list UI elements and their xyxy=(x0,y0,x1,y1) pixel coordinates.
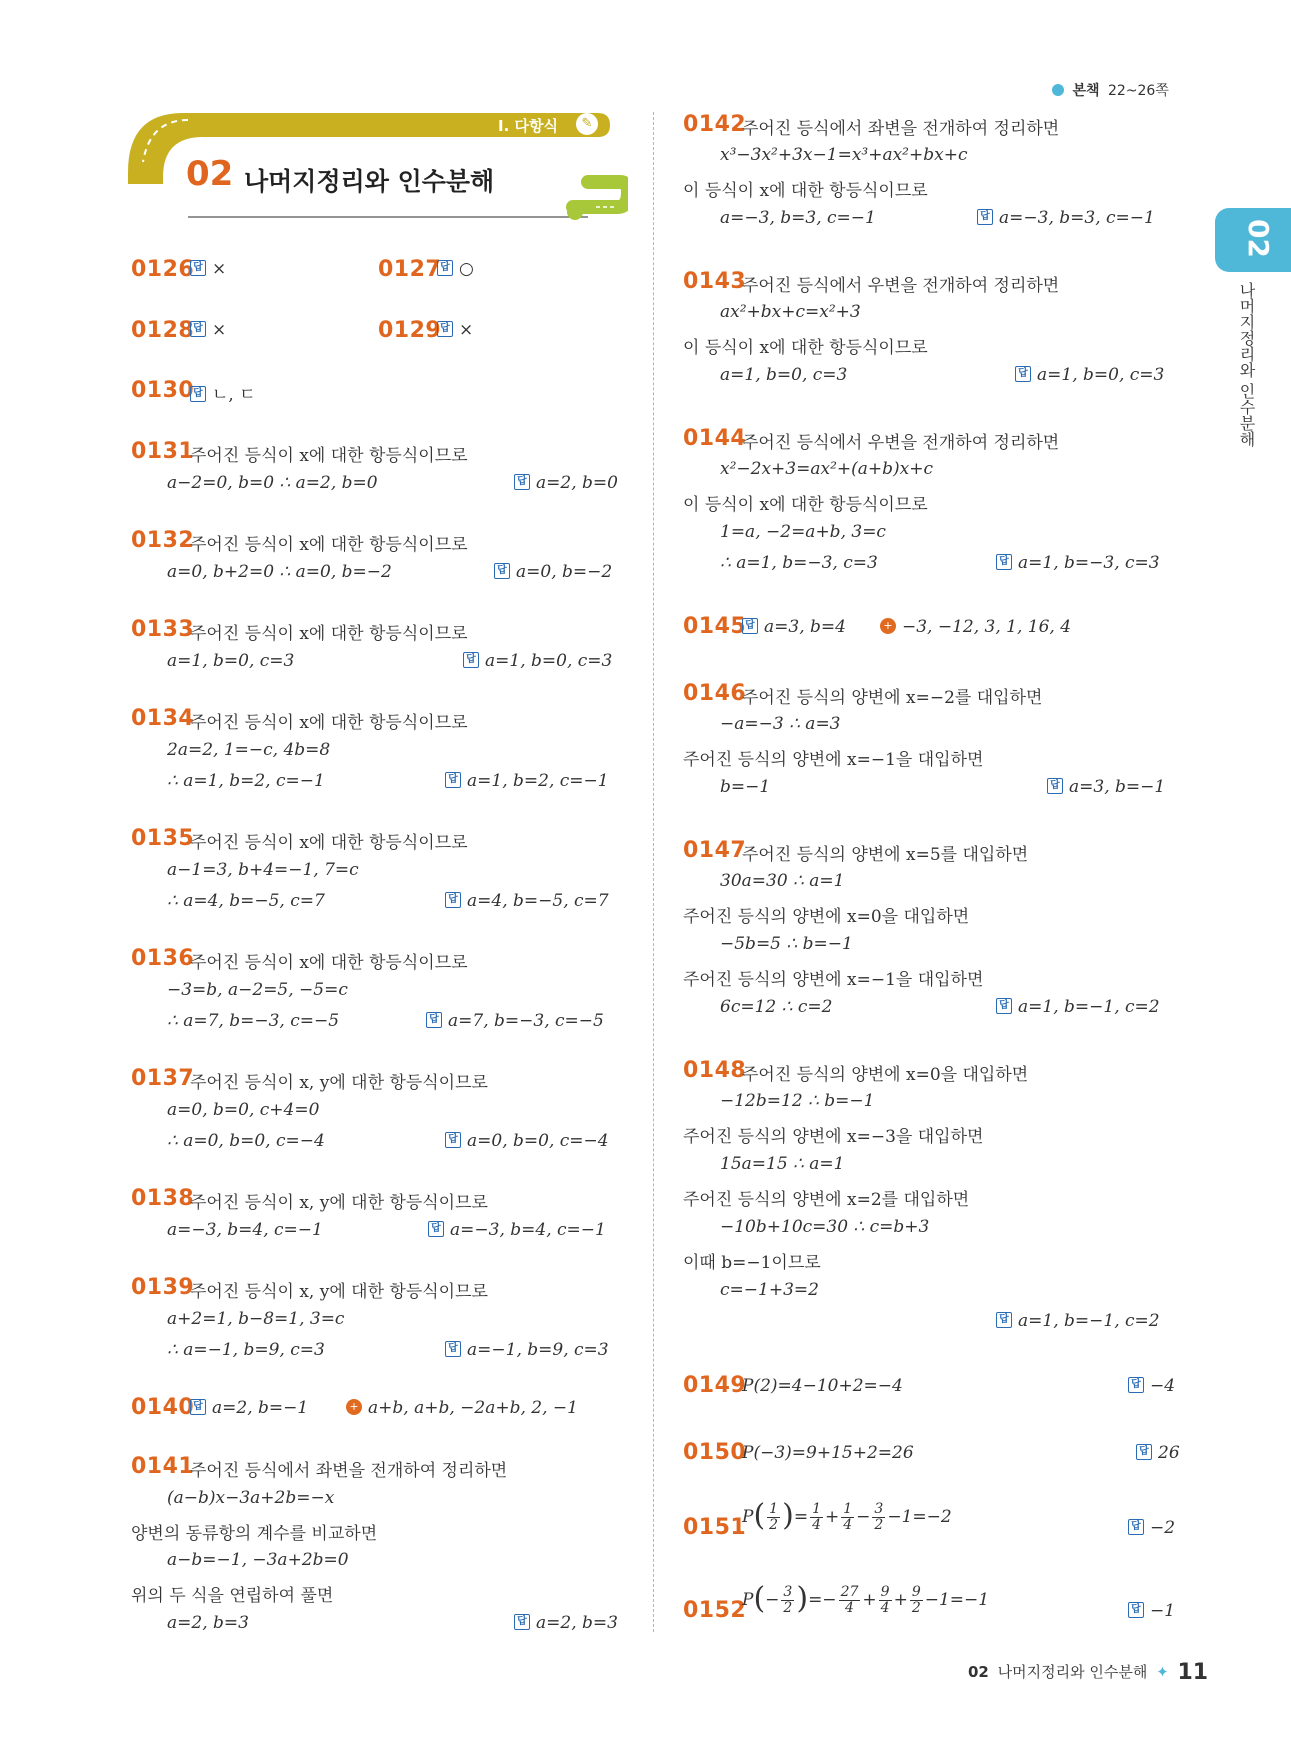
solution-text: 주어진 등식이 x에 대한 항등식이므로 xyxy=(190,713,468,733)
answer-value: ○ xyxy=(459,259,474,279)
answer-icon: 답 xyxy=(428,1221,444,1237)
solution-text: 위의 두 식을 연립하여 풀면 xyxy=(131,1586,334,1606)
problem-number: 0146 xyxy=(683,681,747,706)
answer-icon: 답 xyxy=(1128,1377,1144,1393)
problem-number: 0145 xyxy=(683,614,747,639)
problem-number: 0133 xyxy=(131,617,195,642)
problem-number: 0140 xyxy=(131,1395,195,1420)
solution-text: 이때 b=−1이므로 xyxy=(683,1253,821,1273)
answer-icon: 답 xyxy=(445,892,461,908)
unit-label: Ⅰ. 다항식 xyxy=(498,117,558,135)
problem-number: 0130 xyxy=(131,378,195,403)
answer-value: a=3, b=−1 xyxy=(1069,777,1166,797)
answer-value: a=0, b=−2 xyxy=(516,562,613,582)
solution-math: a=1, b=0, c=3 xyxy=(167,651,295,671)
problem-number: 0147 xyxy=(683,838,747,863)
answer xyxy=(445,771,609,791)
hint-icon: + xyxy=(880,618,896,634)
answer-icon: 답 xyxy=(977,209,993,225)
chapter-title: 나머지정리와 인수분해 xyxy=(244,167,495,196)
answer-value: ㄴ, ㄷ xyxy=(212,385,256,405)
answer xyxy=(1128,1518,1175,1538)
solution-math: P(2)=4−10+2=−4 xyxy=(742,1376,903,1396)
answer xyxy=(1015,365,1164,385)
solution-text: 주어진 등식의 양변에 x=0을 대입하면 xyxy=(683,907,970,927)
solution-math: ax²+bx+c=x²+3 xyxy=(720,302,861,322)
problem-number: 0151 xyxy=(683,1515,747,1540)
hint-value: −3, −12, 3, 1, 16, 4 xyxy=(902,617,1072,637)
answer-value: a=1, b=−1, c=2 xyxy=(1018,1311,1160,1331)
problem-number: 0141 xyxy=(131,1454,195,1479)
answer xyxy=(996,997,1160,1017)
answer-value: a=7, b=−3, c=−5 xyxy=(448,1011,604,1031)
answer xyxy=(190,320,226,340)
answer-icon: 답 xyxy=(494,563,510,579)
answer-icon: 답 xyxy=(1128,1519,1144,1535)
solution-math: P(− $\frac{3}{2}$ )=− $\frac{27}{4}$ + $\frac{9}{4}$ + $\frac{9}{2}$ −1=−1 xyxy=(742,1581,990,1616)
problem-number: 0143 xyxy=(683,269,747,294)
answer xyxy=(428,1220,606,1240)
chapter-side-tab xyxy=(1215,208,1291,272)
solution-math: a−1=3, b+4=−1, 7=c xyxy=(167,860,359,880)
answer xyxy=(742,617,846,637)
answer-icon: 답 xyxy=(1128,1602,1144,1618)
problem-number: 0148 xyxy=(683,1058,747,1083)
problem-number: 0142 xyxy=(683,112,747,137)
answer xyxy=(445,1340,609,1360)
fraction: $\frac{9}{2}$ xyxy=(911,1584,921,1616)
solution-text: 주어진 등식의 양변에 x=−1을 대입하면 xyxy=(683,750,984,770)
answer xyxy=(190,1398,308,1418)
fraction: $\frac{3}{2}$ xyxy=(783,1584,793,1616)
answer-icon: 답 xyxy=(514,474,530,490)
solution-math: −10b+10c=30 ∴ c=b+3 xyxy=(720,1217,930,1237)
problem-number: 0134 xyxy=(131,706,195,731)
page-reference-pages: 22~26쪽 xyxy=(1107,83,1169,99)
solution-math: ∴ a=−1, b=9, c=3 xyxy=(167,1340,325,1360)
solution-text: 주어진 등식의 양변에 x=5를 대입하면 xyxy=(742,845,1029,865)
answer-value: a=−1, b=9, c=3 xyxy=(467,1340,609,1360)
answer-value: a=1, b=0, c=3 xyxy=(485,651,613,671)
solution-math: a=2, b=3 xyxy=(167,1613,249,1633)
answer-value: a=3, b=4 xyxy=(764,617,846,637)
solution-text: 이 등식이 x에 대한 항등식이므로 xyxy=(683,338,928,358)
answer-icon: 답 xyxy=(514,1614,530,1630)
answer-icon: 답 xyxy=(437,321,453,337)
solution-math: a+2=1, b−8=1, 3=c xyxy=(167,1309,345,1329)
answer xyxy=(445,891,609,911)
solution-math: 15a=15 ∴ a=1 xyxy=(720,1154,845,1174)
solution-math: 1=a, −2=a+b, 3=c xyxy=(720,522,886,542)
answer-value: a=4, b=−5, c=7 xyxy=(467,891,609,911)
problem-number: 0149 xyxy=(683,1373,747,1398)
answer-icon: 답 xyxy=(445,1341,461,1357)
problem-number: 0129 xyxy=(378,318,442,343)
solution-text: 이 등식이 x에 대한 항등식이므로 xyxy=(683,181,928,201)
answer xyxy=(514,1613,618,1633)
page-reference-label: 본책 xyxy=(1072,83,1100,99)
pencil-icon: ✎ xyxy=(576,113,598,135)
problem-number: 0144 xyxy=(683,426,747,451)
book-icon xyxy=(1052,84,1064,96)
solution-text: 주어진 등식이 x, y에 대한 항등식이므로 xyxy=(190,1282,488,1302)
page-number: 11 xyxy=(1177,1660,1209,1685)
page-reference xyxy=(1052,80,1169,100)
answer xyxy=(1136,1443,1180,1463)
solution-text: 주어진 등식의 양변에 x=−2를 대입하면 xyxy=(742,688,1043,708)
answer-icon: 답 xyxy=(463,652,479,668)
solution-math: a=−3, b=4, c=−1 xyxy=(167,1220,323,1240)
solution-math: ∴ a=1, b=−3, c=3 xyxy=(720,553,878,573)
fraction: $\frac{1}{4}$ xyxy=(843,1501,853,1533)
solution-math: c=−1+3=2 xyxy=(720,1280,819,1300)
answer-value: a=2, b=3 xyxy=(536,1613,618,1633)
solution-math: ∴ a=4, b=−5, c=7 xyxy=(167,891,325,911)
chapter-banner xyxy=(128,112,628,232)
answer-icon: 답 xyxy=(190,321,206,337)
fraction: $\frac{3}{2}$ xyxy=(874,1501,884,1533)
answer-value: 26 xyxy=(1158,1443,1180,1463)
problem-number: 0139 xyxy=(131,1275,195,1300)
solution-math: P(−3)=9+15+2=26 xyxy=(742,1443,914,1463)
footer-chapter: 02 xyxy=(968,1663,989,1681)
side-tab-title: 나머지정리와 인수분해 xyxy=(1237,282,1256,448)
answer-icon: 답 xyxy=(190,260,206,276)
problem-number: 0138 xyxy=(131,1186,195,1211)
answer-icon: 답 xyxy=(1136,1444,1152,1460)
solution-math: a−2=0, b=0 ∴ a=2, b=0 xyxy=(167,473,378,493)
answer-icon: 답 xyxy=(742,618,758,634)
answer-value: a=2, b=−1 xyxy=(212,1398,309,1418)
answer-value: a=1, b=−1, c=2 xyxy=(1018,997,1160,1017)
answer xyxy=(445,1131,609,1151)
answer-icon: 답 xyxy=(996,1312,1012,1328)
hint-icon: + xyxy=(346,1399,362,1415)
answer xyxy=(463,651,612,671)
solution-text: 주어진 등식의 양변에 x=0을 대입하면 xyxy=(742,1065,1029,1085)
problem-number: 0126 xyxy=(131,257,195,282)
answer-icon: 답 xyxy=(1047,778,1063,794)
page-footer xyxy=(968,1660,1208,1685)
solution-math: 2a=2, 1=−c, 4b=8 xyxy=(167,740,331,760)
problem-number: 0128 xyxy=(131,318,195,343)
solution-math: a=0, b=0, c+4=0 xyxy=(167,1100,320,1120)
solution-text: 주어진 등식의 양변에 x=−1을 대입하면 xyxy=(683,970,984,990)
answer xyxy=(1047,777,1165,797)
answer xyxy=(514,473,618,493)
answer-icon: 답 xyxy=(437,260,453,276)
solution-text: 주어진 등식이 x, y에 대한 항등식이므로 xyxy=(190,1073,488,1093)
fraction: $\frac{27}{4}$ xyxy=(840,1584,859,1616)
answer xyxy=(1128,1376,1175,1396)
footer-title: 나머지정리와 인수분해 xyxy=(997,1663,1148,1681)
solution-math: a=1, b=0, c=3 xyxy=(720,365,848,385)
answer-value: −1 xyxy=(1150,1601,1176,1621)
answer-value: a=0, b=0, c=−4 xyxy=(467,1131,609,1151)
answer-value: × xyxy=(459,320,474,340)
solution-math: a=−3, b=3, c=−1 xyxy=(720,208,876,228)
answer xyxy=(996,1311,1160,1331)
solution-math: b=−1 xyxy=(720,777,771,797)
answer-value: × xyxy=(212,320,227,340)
hint xyxy=(880,617,1071,637)
answer-icon: 답 xyxy=(996,554,1012,570)
solution-text: 주어진 등식에서 우변을 전개하여 정리하면 xyxy=(742,433,1060,453)
fraction: $\frac{1}{2}$ xyxy=(769,1501,779,1533)
solution-text: 주어진 등식이 x에 대한 항등식이므로 xyxy=(190,833,468,853)
solution-text: 양변의 동류항의 계수를 비교하면 xyxy=(131,1524,378,1544)
solution-text: 주어진 등식에서 좌변을 전개하여 정리하면 xyxy=(190,1461,508,1481)
solution-text: 주어진 등식의 양변에 x=−3을 대입하면 xyxy=(683,1127,984,1147)
problem-number: 0136 xyxy=(131,946,195,971)
solution-math: −5b=5 ∴ b=−1 xyxy=(720,934,853,954)
solution-text: 주어진 등식이 x에 대한 항등식이므로 xyxy=(190,446,468,466)
answer-value: −2 xyxy=(1150,1518,1176,1538)
problem-number: 0150 xyxy=(683,1440,747,1465)
problem-number: 0127 xyxy=(378,257,442,282)
solution-math: ∴ a=0, b=0, c=−4 xyxy=(167,1131,325,1151)
solution-math: x³−3x²+3x−1=x³+ax²+bx+c xyxy=(720,145,968,165)
answer-value: a=2, b=0 xyxy=(536,473,618,493)
answer xyxy=(437,320,473,340)
answer xyxy=(494,562,612,582)
answer-value: a=1, b=2, c=−1 xyxy=(467,771,609,791)
problem-number: 0137 xyxy=(131,1066,195,1091)
solution-text: 주어진 등식이 x, y에 대한 항등식이므로 xyxy=(190,1193,488,1213)
solution-math: P( $\frac{1}{2}$ )= $\frac{1}{4}$ + $\frac{1}{4}$ − $\frac{3}{2}$ −1=−2 xyxy=(742,1498,952,1533)
solution-text: 주어진 등식이 x에 대한 항등식이므로 xyxy=(190,535,468,555)
solution-math: −a=−3 ∴ a=3 xyxy=(720,714,841,734)
problem-number: 0152 xyxy=(683,1598,747,1623)
solution-math: a=0, b+2=0 ∴ a=0, b=−2 xyxy=(167,562,392,582)
answer xyxy=(437,259,474,279)
problem-number: 0132 xyxy=(131,528,195,553)
answer-value: × xyxy=(212,259,227,279)
problem-number: 0131 xyxy=(131,439,195,464)
answer-icon: 답 xyxy=(445,1132,461,1148)
solution-math: x²−2x+3=ax²+(a+b)x+c xyxy=(720,459,934,479)
column-divider xyxy=(653,112,654,1632)
side-tab-number: 02 xyxy=(1241,219,1275,258)
solution-math: a−b=−1, −3a+2b=0 xyxy=(167,1550,349,1570)
answer-value: a=−3, b=3, c=−1 xyxy=(999,208,1155,228)
answer-value: −4 xyxy=(1150,1376,1176,1396)
answer-icon: 답 xyxy=(996,998,1012,1014)
solution-text: 주어진 등식에서 좌변을 전개하여 정리하면 xyxy=(742,119,1060,139)
hint-value: a+b, a+b, −2a+b, 2, −1 xyxy=(368,1398,578,1418)
answer-icon: 답 xyxy=(445,772,461,788)
answer xyxy=(426,1011,604,1031)
solution-text: 주어진 등식이 x에 대한 항등식이므로 xyxy=(190,624,468,644)
solution-text: 주어진 등식의 양변에 x=2를 대입하면 xyxy=(683,1190,970,1210)
answer-icon: 답 xyxy=(1015,366,1031,382)
answer-icon: 답 xyxy=(190,1399,206,1415)
answer-value: a=1, b=0, c=3 xyxy=(1037,365,1165,385)
chapter-number: 02 xyxy=(186,154,234,194)
solution-text: 이 등식이 x에 대한 항등식이므로 xyxy=(683,495,928,515)
solution-math: −3=b, a−2=5, −5=c xyxy=(167,980,348,1000)
answer-value: a=−3, b=4, c=−1 xyxy=(450,1220,606,1240)
answer xyxy=(977,208,1155,228)
hint xyxy=(346,1398,578,1418)
solution-math: 30a=30 ∴ a=1 xyxy=(720,871,845,891)
answer xyxy=(1128,1601,1175,1621)
solution-text: 주어진 등식에서 우변을 전개하여 정리하면 xyxy=(742,276,1060,296)
answer xyxy=(190,259,226,279)
solution-math: ∴ a=7, b=−3, c=−5 xyxy=(167,1011,340,1031)
solution-text: 주어진 등식이 x에 대한 항등식이므로 xyxy=(190,953,468,973)
fraction: $\frac{9}{4}$ xyxy=(880,1584,890,1616)
solution-math: 6c=12 ∴ c=2 xyxy=(720,997,833,1017)
answer-icon: 답 xyxy=(190,386,206,402)
problem-number: 0135 xyxy=(131,826,195,851)
fraction: $\frac{1}{4}$ xyxy=(812,1501,821,1533)
answer xyxy=(996,553,1160,573)
answer-value: a=1, b=−3, c=3 xyxy=(1018,553,1160,573)
answer xyxy=(190,380,256,405)
answer-icon: 답 xyxy=(426,1012,442,1028)
solution-math: ∴ a=1, b=2, c=−1 xyxy=(167,771,325,791)
solution-math: −12b=12 ∴ b=−1 xyxy=(720,1091,875,1111)
solution-math: (a−b)x−3a+2b=−x xyxy=(167,1488,335,1508)
diamond-icon: ✦ xyxy=(1156,1663,1169,1681)
